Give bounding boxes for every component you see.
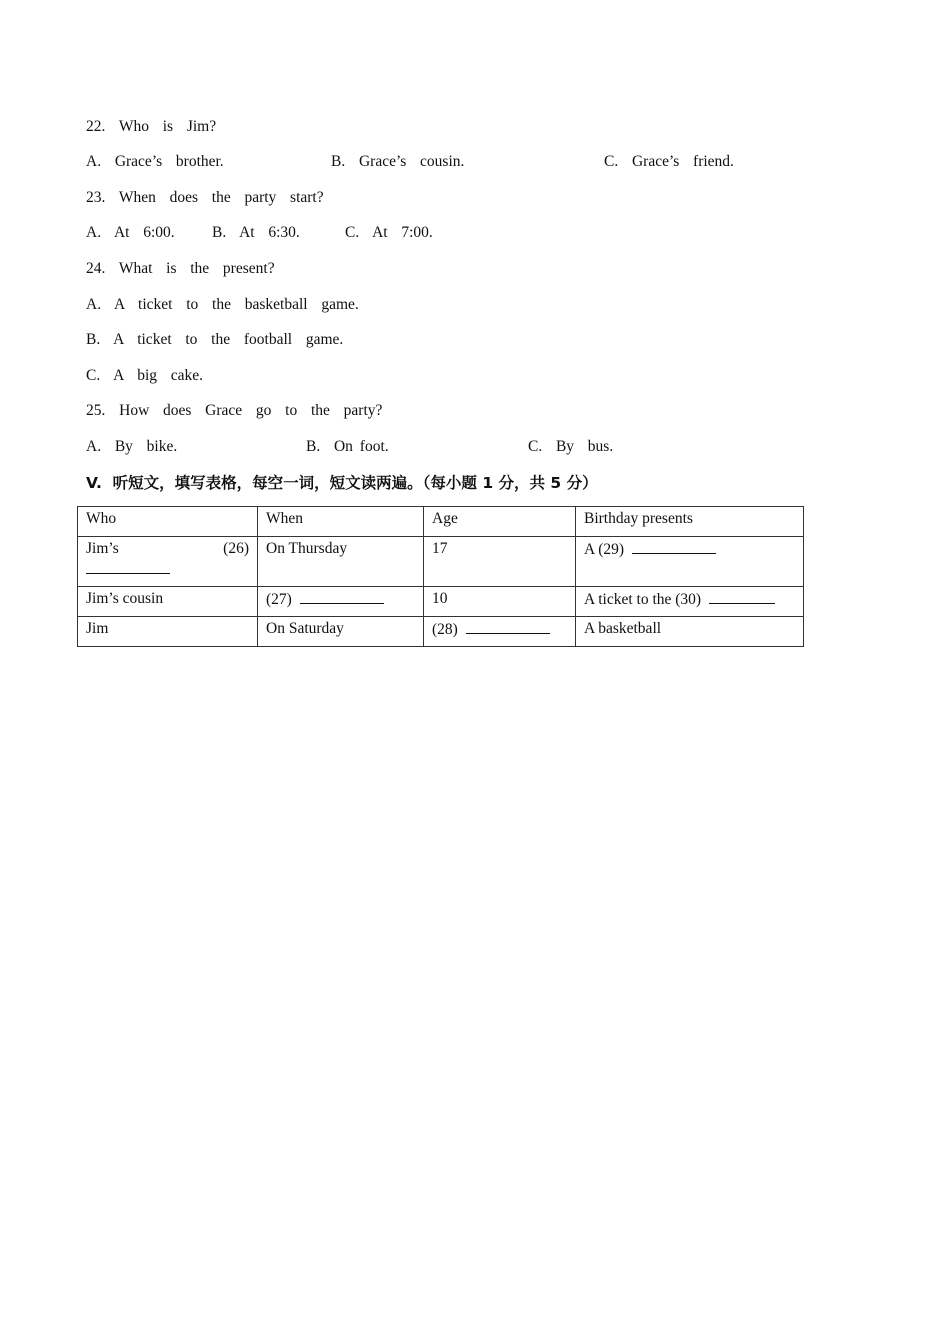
blank-number-26: (26) [223, 540, 249, 557]
cell-when: On Saturday [258, 617, 424, 647]
cell-present: A basketball [576, 617, 804, 647]
cell-age [424, 617, 576, 647]
present-prefix: A ticket to the (30) [584, 591, 702, 608]
q22-option-b[interactable]: B. Grace’s cousin. [331, 153, 465, 170]
q23-option-a[interactable]: A. At 6:00. [86, 224, 175, 241]
cell-age: 10 [424, 587, 576, 617]
cell-present [576, 587, 804, 617]
who-text: Jim’s [86, 540, 119, 557]
question-25-stem: 25. How does Grace go to the party? [86, 402, 383, 419]
table-header-row [78, 507, 804, 537]
table-row [78, 617, 804, 647]
q22-option-c[interactable]: C. Grace’s friend. [604, 153, 734, 170]
question-23-stem: 23. When does the party start? [86, 189, 324, 206]
cell-present [576, 537, 804, 587]
cell-when [258, 587, 424, 617]
question-22-stem: 22. Who is Jim? [86, 118, 217, 135]
q25-option-a[interactable]: A. By bike. [86, 438, 178, 455]
q25-option-b[interactable]: B. On foot. [306, 438, 389, 455]
table-row [78, 587, 804, 617]
section-5-heading: V. 听短文，填写表格，每空一词，短文读两遍。（每小题 1 分，共 5 分） [86, 474, 598, 492]
answer-blank-30[interactable] [709, 589, 775, 604]
age-prefix: (28) [432, 621, 458, 638]
when-prefix: (27) [266, 591, 292, 608]
table-row [78, 537, 804, 587]
answer-blank-29[interactable] [632, 539, 716, 554]
header-who: Who [78, 507, 258, 537]
q23-option-c[interactable]: C. At 7:00. [345, 224, 433, 241]
q23-option-b[interactable]: B. At 6:30. [212, 224, 300, 241]
header-when: When [258, 507, 424, 537]
answer-blank-27[interactable] [300, 589, 384, 604]
q24-option-a[interactable]: A. A ticket to the basketball game. [86, 296, 359, 313]
cell-who: Jim’s cousin [78, 587, 258, 617]
cell-who: Jim [78, 617, 258, 647]
q24-option-c[interactable]: C. A big cake. [86, 367, 204, 384]
q25-option-c[interactable]: C. By bus. [528, 438, 614, 455]
cell-who [78, 537, 258, 587]
present-prefix: A (29) [584, 541, 625, 558]
header-age: Age [424, 507, 576, 537]
cell-age: 17 [424, 537, 576, 587]
q24-option-b[interactable]: B. A ticket to the football game. [86, 331, 344, 348]
header-presents: Birthday presents [576, 507, 804, 537]
cell-when: On Thursday [258, 537, 424, 587]
question-24-stem: 24. What is the present? [86, 260, 275, 277]
answer-blank-26[interactable] [86, 559, 170, 574]
answer-table [77, 506, 804, 647]
q22-option-a[interactable]: A. Grace’s brother. [86, 153, 224, 170]
answer-blank-28[interactable] [466, 619, 550, 634]
